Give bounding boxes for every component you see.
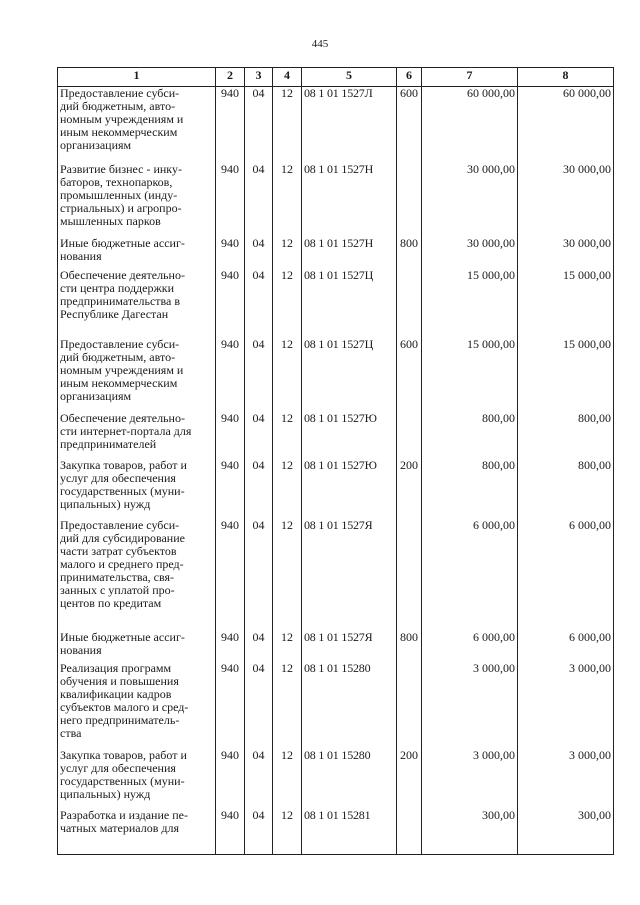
- row-name-cell: Закупка товаров, работ и услуг для обеспечения государственных (муни- ципальных) нужд: [58, 749, 216, 809]
- cell-col8-amount: 3 000,00: [518, 749, 614, 809]
- row-name-cell: Обеспечение деятельно- сти центра поддержки предпринимательства в Республике Дагестан: [58, 269, 216, 338]
- cell-col8-amount: 15 000,00: [518, 338, 614, 412]
- cell-col4: 12: [273, 809, 302, 855]
- cell-col7-amount: 30 000,00: [422, 163, 518, 237]
- cell-col3: 04: [245, 459, 273, 519]
- cell-col2: 940: [216, 749, 245, 809]
- budget-table: [57, 67, 614, 855]
- cell-col2: 940: [216, 662, 245, 749]
- cell-col6: [397, 412, 422, 459]
- cell-col4: 12: [273, 237, 302, 269]
- cell-col3: 04: [245, 163, 273, 237]
- cell-col6: [397, 519, 422, 631]
- cell-col5-code: 08 1 01 15280: [302, 662, 397, 749]
- header-row: [58, 68, 614, 87]
- cell-col7-amount: 30 000,00: [422, 237, 518, 269]
- table-row: [58, 412, 614, 459]
- cell-col3: 04: [245, 269, 273, 338]
- cell-col4: 12: [273, 662, 302, 749]
- cell-col4: 12: [273, 338, 302, 412]
- cell-col7-amount: 6 000,00: [422, 519, 518, 631]
- cell-col5-code: 08 1 01 1527Я: [302, 631, 397, 662]
- table-row: [58, 662, 614, 749]
- column-header: 7: [422, 68, 518, 87]
- cell-col4: 12: [273, 459, 302, 519]
- cell-col8-amount: 800,00: [518, 412, 614, 459]
- cell-col4: 12: [273, 269, 302, 338]
- cell-col6: 800: [397, 631, 422, 662]
- table-row: [58, 237, 614, 269]
- cell-col8-amount: 300,00: [518, 809, 614, 855]
- cell-col7-amount: 300,00: [422, 809, 518, 855]
- table-row: [58, 163, 614, 237]
- cell-col6: 800: [397, 237, 422, 269]
- cell-col7-amount: 800,00: [422, 459, 518, 519]
- cell-col7-amount: 15 000,00: [422, 338, 518, 412]
- cell-col5-code: 08 1 01 15280: [302, 749, 397, 809]
- table-row: [58, 459, 614, 519]
- cell-col7-amount: 3 000,00: [422, 662, 518, 749]
- cell-col8-amount: 30 000,00: [518, 237, 614, 269]
- cell-col5-code: 08 1 01 1527Я: [302, 519, 397, 631]
- cell-col4: 12: [273, 163, 302, 237]
- cell-col3: 04: [245, 631, 273, 662]
- cell-col3: 04: [245, 412, 273, 459]
- cell-col8-amount: 60 000,00: [518, 87, 614, 163]
- cell-col8-amount: 3 000,00: [518, 662, 614, 749]
- cell-col3: 04: [245, 519, 273, 631]
- cell-col2: 940: [216, 631, 245, 662]
- column-header: 4: [273, 68, 302, 87]
- table-row: [58, 809, 614, 855]
- cell-col7-amount: 6 000,00: [422, 631, 518, 662]
- cell-col4: 12: [273, 749, 302, 809]
- cell-col6: 600: [397, 338, 422, 412]
- cell-col3: 04: [245, 749, 273, 809]
- cell-col6: 600: [397, 87, 422, 163]
- cell-col2: 940: [216, 519, 245, 631]
- row-name-cell: Разработка и издание пе- чатных материалов для: [58, 809, 216, 855]
- cell-col5-code: 08 1 01 1527Л: [302, 87, 397, 163]
- table-row: [58, 749, 614, 809]
- row-name-cell: Развитие бизнес - инку- баторов, технопарков, промышленных (инду- стриальных) и агропро- мышленных парков: [58, 163, 216, 237]
- cell-col3: 04: [245, 237, 273, 269]
- cell-col2: 940: [216, 269, 245, 338]
- cell-col6: [397, 163, 422, 237]
- row-name-cell: Предоставление субси- дий бюджетным, авто- номным учреждениям и иным некоммерческим организациям: [58, 87, 216, 163]
- cell-col7-amount: 60 000,00: [422, 87, 518, 163]
- row-name-cell: Реализация программ обучения и повышения квалификации кадров субъектов малого и сред- него предприниматель- ства: [58, 662, 216, 749]
- cell-col2: 940: [216, 338, 245, 412]
- cell-col5-code: 08 1 01 15281: [302, 809, 397, 855]
- cell-col5-code: 08 1 01 1527Ю: [302, 412, 397, 459]
- table-row: [58, 87, 614, 163]
- cell-col4: 12: [273, 87, 302, 163]
- column-header: 8: [518, 68, 614, 87]
- cell-col7-amount: 800,00: [422, 412, 518, 459]
- column-header: 6: [397, 68, 422, 87]
- cell-col8-amount: 6 000,00: [518, 631, 614, 662]
- cell-col2: 940: [216, 87, 245, 163]
- row-name-cell: Иные бюджетные ассиг- нования: [58, 631, 216, 662]
- row-name-cell: Предоставление субси- дий для субсидирование части затрат субъектов малого и среднего пред- принимательства, свя- занных с уплатой про- центов по кредитам: [58, 519, 216, 631]
- table-row: [58, 519, 614, 631]
- page-number: 445: [311, 38, 329, 50]
- cell-col5-code: 08 1 01 1527Ю: [302, 459, 397, 519]
- cell-col7-amount: 3 000,00: [422, 749, 518, 809]
- cell-col3: 04: [245, 662, 273, 749]
- cell-col8-amount: 800,00: [518, 459, 614, 519]
- column-header: 3: [245, 68, 273, 87]
- cell-col2: 940: [216, 459, 245, 519]
- cell-col4: 12: [273, 631, 302, 662]
- row-name-cell: Иные бюджетные ассиг- нования: [58, 237, 216, 269]
- column-header: 1: [58, 68, 216, 87]
- cell-col5-code: 08 1 01 1527Ц: [302, 338, 397, 412]
- cell-col4: 12: [273, 412, 302, 459]
- cell-col2: 940: [216, 412, 245, 459]
- cell-col6: [397, 662, 422, 749]
- cell-col2: 940: [216, 237, 245, 269]
- row-name-cell: Закупка товаров, работ и услуг для обеспечения государственных (муни- ципальных) нужд: [58, 459, 216, 519]
- cell-col6: 200: [397, 459, 422, 519]
- cell-col3: 04: [245, 809, 273, 855]
- column-header: 5: [302, 68, 397, 87]
- cell-col3: 04: [245, 338, 273, 412]
- cell-col2: 940: [216, 809, 245, 855]
- cell-col6: 200: [397, 749, 422, 809]
- cell-col6: [397, 269, 422, 338]
- cell-col6: [397, 809, 422, 855]
- table-row: [58, 269, 614, 338]
- cell-col5-code: 08 1 01 1527Н: [302, 237, 397, 269]
- cell-col4: 12: [273, 519, 302, 631]
- cell-col7-amount: 15 000,00: [422, 269, 518, 338]
- cell-col3: 04: [245, 87, 273, 163]
- table-row: [58, 338, 614, 412]
- table-row: [58, 631, 614, 662]
- cell-col5-code: 08 1 01 1527Ц: [302, 269, 397, 338]
- row-name-cell: Предоставление субси- дий бюджетным, авто- номным учреждениям и иным некоммерческим организациям: [58, 338, 216, 412]
- cell-col2: 940: [216, 163, 245, 237]
- row-name-cell: Обеспечение деятельно- сти интернет-портала для предпринимателей: [58, 412, 216, 459]
- cell-col8-amount: 15 000,00: [518, 269, 614, 338]
- cell-col5-code: 08 1 01 1527Н: [302, 163, 397, 237]
- column-header: 2: [216, 68, 245, 87]
- cell-col8-amount: 30 000,00: [518, 163, 614, 237]
- cell-col8-amount: 6 000,00: [518, 519, 614, 631]
